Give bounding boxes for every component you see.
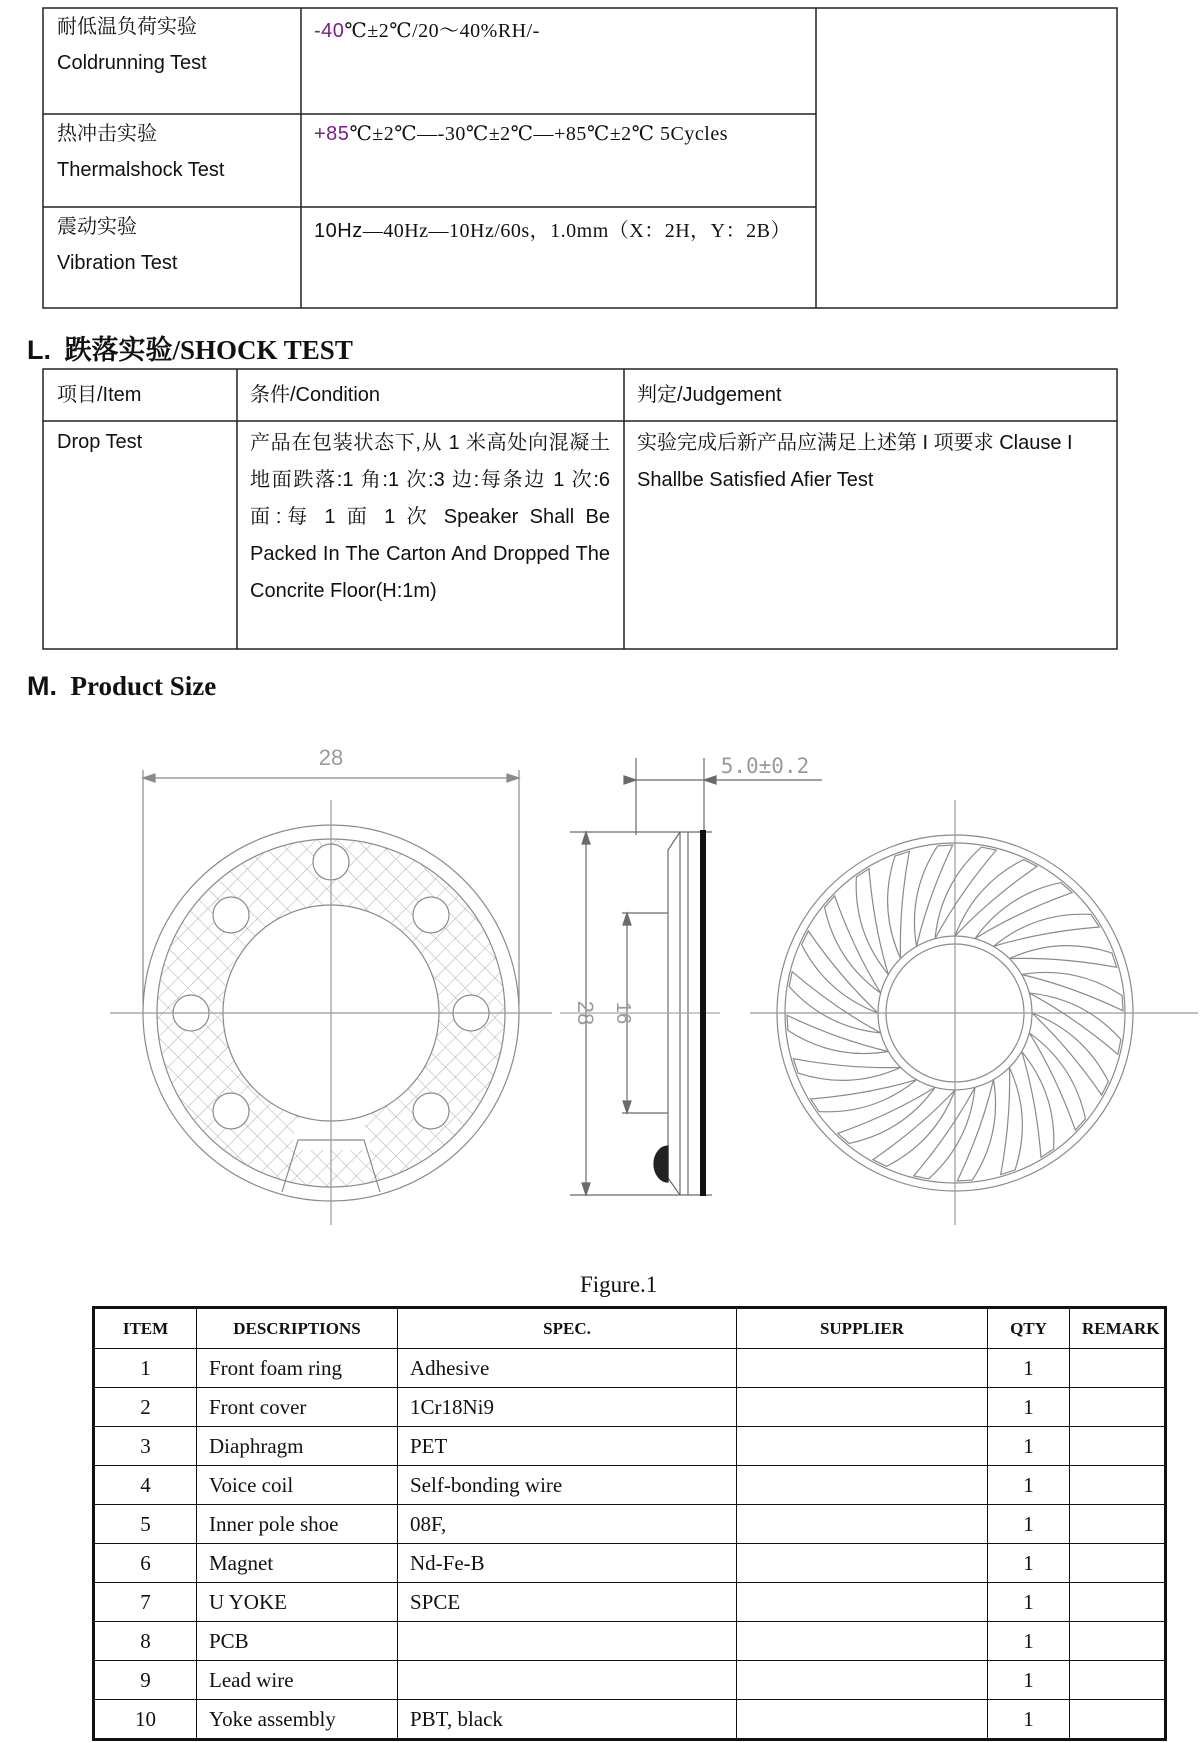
item-number: 10	[94, 1700, 197, 1740]
table-row	[94, 1661, 1166, 1700]
side-rear-plate	[700, 830, 706, 1196]
dim-diameter: 28	[318, 745, 344, 770]
item-number: 8	[94, 1622, 197, 1661]
table-row	[94, 1427, 1166, 1466]
item-supplier	[737, 1505, 988, 1544]
item-spec: 1Cr18Ni9	[398, 1388, 737, 1427]
item-spec: Nd-Fe-B	[398, 1544, 737, 1583]
item-description: Voice coil	[197, 1466, 398, 1505]
condition-freq: 10Hz	[314, 220, 363, 242]
item-spec: Self-bonding wire	[398, 1466, 737, 1505]
item-remark	[1070, 1622, 1166, 1661]
bom-table	[92, 1306, 1167, 1741]
dim-side-inner: 16	[612, 1001, 634, 1025]
section-title: Product Size	[70, 671, 217, 701]
bom-header-row	[94, 1308, 1166, 1349]
drop-test-condition: 产品在包装状态下,从 1 米高处向混凝土地面跌落:1 角:1 次:3 边:每条边 1 次:6 面:每 1 面 1 次 Speaker Shall Be Packed In The Carton And Dropped The Concrite Floor(H:1m)	[250, 432, 610, 602]
item-qty: 1	[988, 1544, 1070, 1583]
dim-thickness: 5.0±0.2	[720, 754, 810, 778]
test-condition	[314, 121, 728, 146]
test-name-en: Coldrunning Test	[57, 52, 207, 74]
env-test-row	[57, 10, 207, 80]
item-spec: PBT, black	[398, 1700, 737, 1740]
item-qty: 1	[988, 1349, 1070, 1388]
test-name-cn: 耐低温负荷实验	[57, 16, 197, 38]
item-remark	[1070, 1661, 1166, 1700]
table-row	[94, 1505, 1166, 1544]
section-letter: M.	[27, 671, 57, 701]
item-qty: 1	[988, 1622, 1070, 1661]
item-qty: 1	[988, 1505, 1070, 1544]
condition-rest: ℃±2℃—-30℃±2℃—+85℃±2℃ 5Cycles	[349, 123, 728, 145]
item-supplier	[737, 1661, 988, 1700]
test-name-cn: 震动实验	[57, 216, 137, 238]
test-name-cn: 热冲击实验	[57, 123, 157, 145]
item-number: 3	[94, 1427, 197, 1466]
drop-test-judgement: 实验完成后新产品应满足上述第 I 项要求 Clause I Shallbe Satisfied Afier Test	[637, 432, 1073, 491]
test-condition	[314, 14, 540, 43]
item-spec	[398, 1661, 737, 1700]
item-remark	[1070, 1505, 1166, 1544]
item-supplier	[737, 1700, 988, 1740]
item-description: PCB	[197, 1622, 398, 1661]
condition-temp: -40	[314, 20, 345, 42]
item-spec: SPCE	[398, 1583, 737, 1622]
item-spec: 08F,	[398, 1505, 737, 1544]
item-qty: 1	[988, 1388, 1070, 1427]
item-qty: 1	[988, 1661, 1070, 1700]
dim-side-outer: 28	[573, 1000, 598, 1026]
header-descriptions: DESCRIPTIONS	[197, 1308, 398, 1349]
header-item: ITEM	[94, 1308, 197, 1349]
item-number: 9	[94, 1661, 197, 1700]
item-remark	[1070, 1388, 1166, 1427]
header-qty: QTY	[988, 1308, 1070, 1349]
item-qty: 1	[988, 1427, 1070, 1466]
table-row	[94, 1388, 1166, 1427]
item-qty: 1	[988, 1466, 1070, 1505]
header-remark: REMARK	[1070, 1308, 1166, 1349]
item-supplier	[737, 1583, 988, 1622]
item-spec	[398, 1622, 737, 1661]
header-judgement: 判定/Judgement	[637, 384, 782, 406]
condition-rest: ℃±2℃/20～40%RH/-	[344, 20, 540, 42]
test-name-en: Vibration Test	[57, 252, 178, 274]
condition-rest: —40Hz—10Hz/60s，1.0mm（X：2H，Y：2B）	[362, 220, 791, 242]
item-remark	[1070, 1700, 1166, 1740]
item-number: 7	[94, 1583, 197, 1622]
item-remark	[1070, 1466, 1166, 1505]
item-description: Front foam ring	[197, 1349, 398, 1388]
figure-caption-text: Figure.1	[580, 1272, 658, 1297]
item-supplier	[737, 1388, 988, 1427]
table-row	[94, 1700, 1166, 1740]
item-number: 5	[94, 1505, 197, 1544]
item-spec: Adhesive	[398, 1349, 737, 1388]
condition-temp: +85	[314, 123, 350, 145]
item-remark	[1070, 1427, 1166, 1466]
test-name-en: Thermalshock Test	[57, 159, 225, 181]
header-spec: SPEC.	[398, 1308, 737, 1349]
table-row	[94, 1583, 1166, 1622]
item-description: Diaphragm	[197, 1427, 398, 1466]
item-remark	[1070, 1349, 1166, 1388]
item-spec: PET	[398, 1427, 737, 1466]
item-supplier	[737, 1349, 988, 1388]
table-row	[94, 1622, 1166, 1661]
item-description: U YOKE	[197, 1583, 398, 1622]
header-item: 项目/Item	[57, 384, 142, 406]
product-size-drawing	[0, 740, 1200, 1240]
item-description: Front cover	[197, 1388, 398, 1427]
header-supplier: SUPPLIER	[737, 1308, 988, 1349]
item-number: 1	[94, 1349, 197, 1388]
item-supplier	[737, 1466, 988, 1505]
header-condition: 条件/Condition	[250, 384, 381, 406]
item-qty: 1	[988, 1583, 1070, 1622]
section-title: 跌落实验/SHOCK TEST	[64, 335, 353, 365]
test-condition	[314, 214, 791, 243]
table-row	[94, 1544, 1166, 1583]
item-number: 6	[94, 1544, 197, 1583]
item-supplier	[737, 1427, 988, 1466]
section-letter: L.	[27, 335, 51, 365]
item-description: Magnet	[197, 1544, 398, 1583]
env-test-row	[57, 210, 177, 280]
item-supplier	[737, 1622, 988, 1661]
section-m-heading	[27, 671, 216, 702]
item-description: Yoke assembly	[197, 1700, 398, 1740]
item-number: 2	[94, 1388, 197, 1427]
item-description: Inner pole shoe	[197, 1505, 398, 1544]
item-supplier	[737, 1544, 988, 1583]
item-description: Lead wire	[197, 1661, 398, 1700]
item-qty: 1	[988, 1700, 1070, 1740]
table-row	[94, 1349, 1166, 1388]
item-number: 4	[94, 1466, 197, 1505]
table-row	[94, 1466, 1166, 1505]
item-remark	[1070, 1544, 1166, 1583]
env-test-row	[57, 117, 224, 187]
item-remark	[1070, 1583, 1166, 1622]
drop-test-item: Drop Test	[57, 431, 143, 453]
